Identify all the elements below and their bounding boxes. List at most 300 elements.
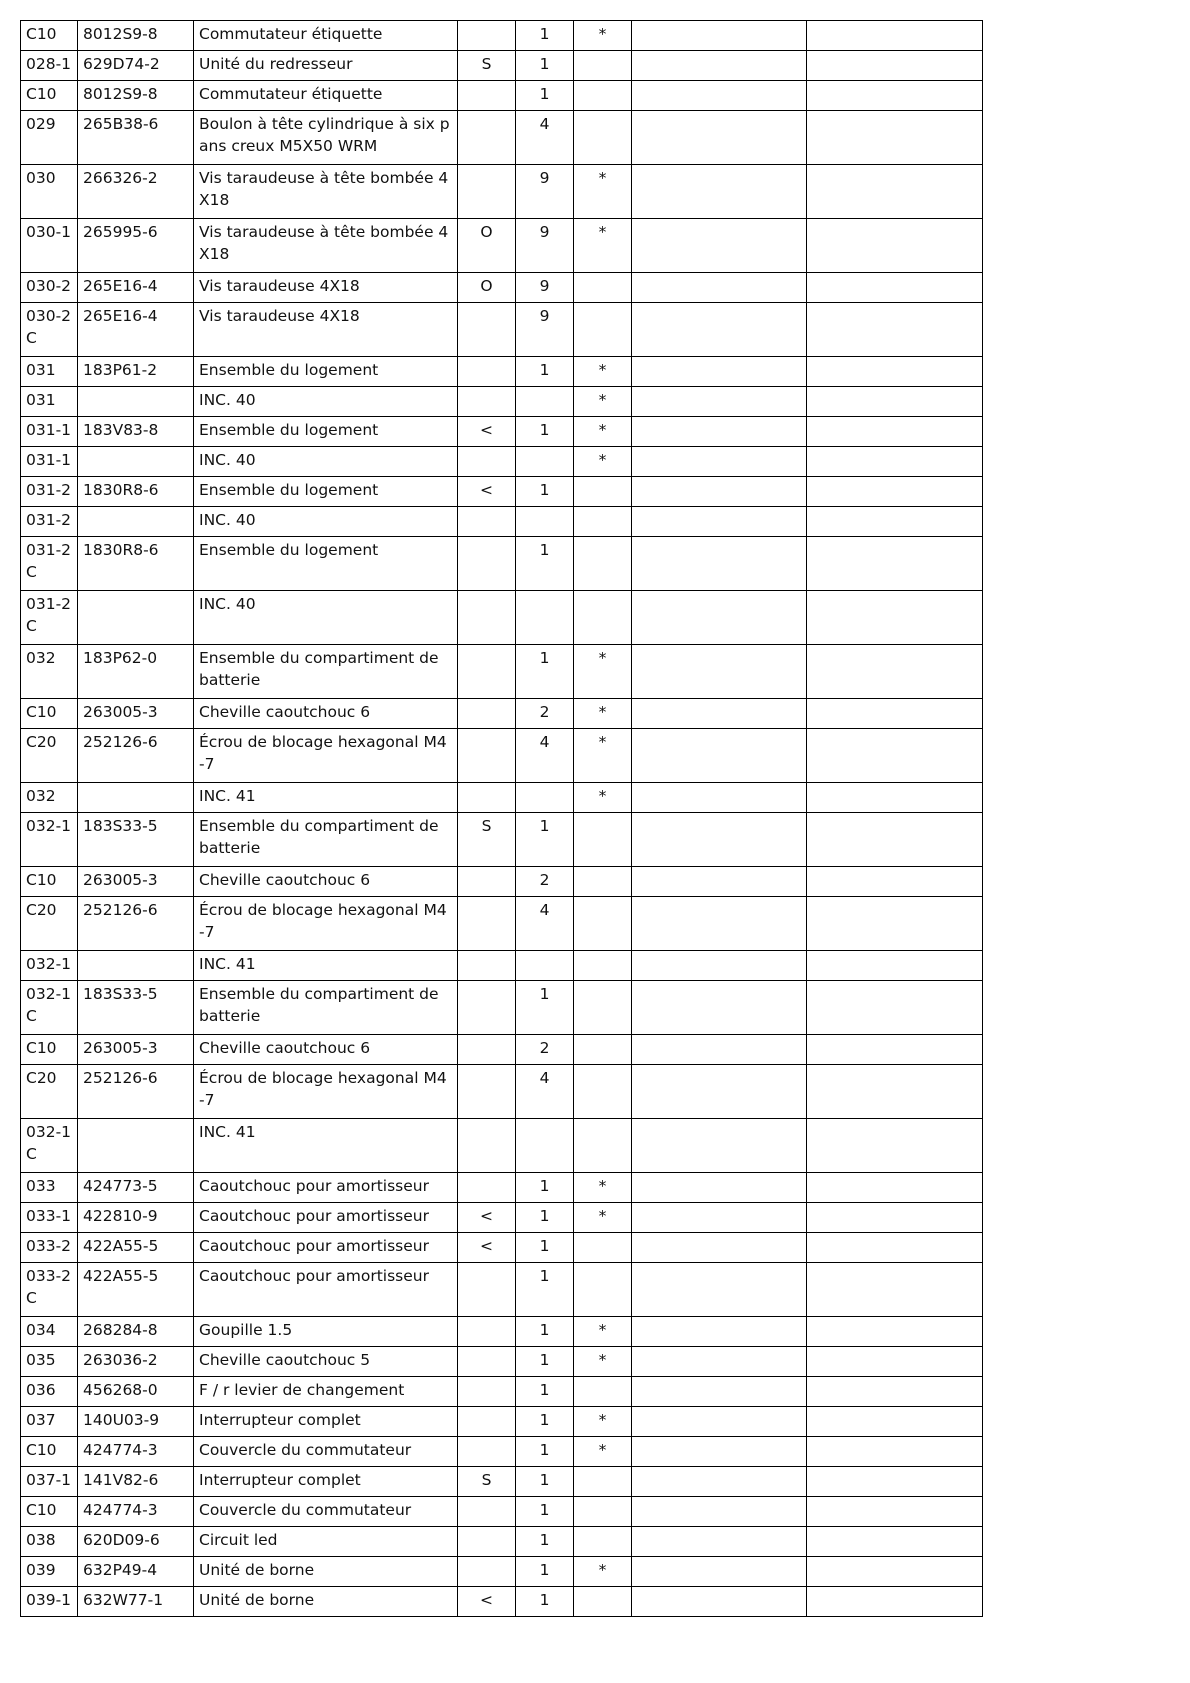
description-cell: Ensemble du logement: [194, 417, 458, 447]
ref-cell: C10: [21, 867, 78, 897]
code-cell: [458, 1263, 516, 1317]
empty-cell: [807, 303, 983, 357]
empty-cell: [632, 477, 807, 507]
ref-cell: 032-1: [21, 951, 78, 981]
table-row: [21, 1263, 983, 1317]
empty-cell: [632, 1233, 807, 1263]
description-cell: F / r levier de changement: [194, 1377, 458, 1407]
part-number-cell: 141V82-6: [78, 1467, 194, 1497]
empty-cell: [807, 1173, 983, 1203]
part-number-cell: 263005-3: [78, 1035, 194, 1065]
empty-cell: [632, 537, 807, 591]
ref-cell: 031: [21, 357, 78, 387]
note-cell: *: [574, 447, 632, 477]
part-number-cell: 265E16-4: [78, 273, 194, 303]
quantity-cell: 1: [516, 357, 574, 387]
description-cell: Ensemble du compartiment de batterie: [194, 813, 458, 867]
empty-cell: [632, 447, 807, 477]
description-cell: Écrou de blocage hexagonal M4-7: [194, 729, 458, 783]
code-cell: [458, 111, 516, 165]
code-cell: <: [458, 1587, 516, 1617]
note-cell: [574, 867, 632, 897]
note-cell: *: [574, 1437, 632, 1467]
quantity-cell: [516, 387, 574, 417]
empty-cell: [632, 1035, 807, 1065]
empty-cell: [632, 783, 807, 813]
description-cell: INC. 41: [194, 1119, 458, 1173]
description-cell: Boulon à tête cylindrique à six pans creux M5X50 WRM: [194, 111, 458, 165]
part-number-cell: 8012S9-8: [78, 81, 194, 111]
table-row: [21, 1377, 983, 1407]
description-cell: INC. 40: [194, 591, 458, 645]
quantity-cell: 4: [516, 111, 574, 165]
code-cell: [458, 981, 516, 1035]
table-row: [21, 1317, 983, 1347]
ref-cell: C20: [21, 897, 78, 951]
note-cell: *: [574, 219, 632, 273]
code-cell: [458, 645, 516, 699]
description-cell: INC. 40: [194, 447, 458, 477]
quantity-cell: 1: [516, 1263, 574, 1317]
quantity-cell: 1: [516, 1347, 574, 1377]
part-number-cell: [78, 507, 194, 537]
part-number-cell: [78, 1119, 194, 1173]
ref-cell: C10: [21, 1497, 78, 1527]
quantity-cell: 1: [516, 1233, 574, 1263]
table-row: [21, 591, 983, 645]
description-cell: Vis taraudeuse 4X18: [194, 273, 458, 303]
ref-cell: 032: [21, 783, 78, 813]
note-cell: *: [574, 645, 632, 699]
code-cell: [458, 357, 516, 387]
note-cell: [574, 507, 632, 537]
quantity-cell: 2: [516, 699, 574, 729]
part-number-cell: 620D09-6: [78, 1527, 194, 1557]
description-cell: Écrou de blocage hexagonal M4-7: [194, 897, 458, 951]
code-cell: [458, 729, 516, 783]
description-cell: Caoutchouc pour amortisseur: [194, 1203, 458, 1233]
empty-cell: [632, 1203, 807, 1233]
ref-cell: 031: [21, 387, 78, 417]
empty-cell: [632, 1527, 807, 1557]
table-row: [21, 447, 983, 477]
table-row: [21, 813, 983, 867]
empty-cell: [632, 303, 807, 357]
description-cell: Vis taraudeuse à tête bombée 4X18: [194, 165, 458, 219]
empty-cell: [807, 1203, 983, 1233]
table-row: [21, 1065, 983, 1119]
description-cell: Ensemble du compartiment de batterie: [194, 981, 458, 1035]
note-cell: *: [574, 783, 632, 813]
empty-cell: [632, 81, 807, 111]
code-cell: [458, 1437, 516, 1467]
empty-cell: [807, 1527, 983, 1557]
quantity-cell: 1: [516, 981, 574, 1035]
description-cell: Interrupteur complet: [194, 1407, 458, 1437]
code-cell: O: [458, 219, 516, 273]
code-cell: <: [458, 417, 516, 447]
ref-cell: 031-2: [21, 477, 78, 507]
table-row: [21, 537, 983, 591]
quantity-cell: 1: [516, 1527, 574, 1557]
note-cell: [574, 591, 632, 645]
empty-cell: [807, 1065, 983, 1119]
empty-cell: [632, 1557, 807, 1587]
part-number-cell: 183V83-8: [78, 417, 194, 447]
description-cell: INC. 41: [194, 783, 458, 813]
code-cell: [458, 387, 516, 417]
note-cell: *: [574, 21, 632, 51]
ref-cell: C10: [21, 1437, 78, 1467]
part-number-cell: 252126-6: [78, 729, 194, 783]
table-row: [21, 111, 983, 165]
code-cell: [458, 1347, 516, 1377]
empty-cell: [632, 1065, 807, 1119]
description-cell: Unité du redresseur: [194, 51, 458, 81]
ref-cell: 034: [21, 1317, 78, 1347]
table-row: [21, 1587, 983, 1617]
quantity-cell: 1: [516, 1497, 574, 1527]
table-row: [21, 273, 983, 303]
ref-cell: 032-1C: [21, 1119, 78, 1173]
description-cell: Cheville caoutchouc 6: [194, 699, 458, 729]
note-cell: *: [574, 1317, 632, 1347]
part-number-cell: [78, 951, 194, 981]
empty-cell: [632, 1173, 807, 1203]
table-row: [21, 477, 983, 507]
code-cell: [458, 1119, 516, 1173]
note-cell: [574, 537, 632, 591]
note-cell: [574, 111, 632, 165]
part-number-cell: 424773-5: [78, 1173, 194, 1203]
code-cell: [458, 699, 516, 729]
part-number-cell: [78, 387, 194, 417]
ref-cell: 035: [21, 1347, 78, 1377]
part-number-cell: 456268-0: [78, 1377, 194, 1407]
quantity-cell: 2: [516, 1035, 574, 1065]
parts-table: [20, 20, 983, 1617]
ref-cell: C10: [21, 1035, 78, 1065]
table-row: [21, 1035, 983, 1065]
note-cell: [574, 1065, 632, 1119]
empty-cell: [807, 813, 983, 867]
ref-cell: C10: [21, 81, 78, 111]
part-number-cell: 265B38-6: [78, 111, 194, 165]
table-row: [21, 1467, 983, 1497]
quantity-cell: 1: [516, 477, 574, 507]
ref-cell: 037-1: [21, 1467, 78, 1497]
note-cell: [574, 1233, 632, 1263]
note-cell: [574, 1497, 632, 1527]
empty-cell: [807, 645, 983, 699]
quantity-cell: 1: [516, 1587, 574, 1617]
part-number-cell: 632P49-4: [78, 1557, 194, 1587]
quantity-cell: 1: [516, 417, 574, 447]
ref-cell: 033: [21, 1173, 78, 1203]
quantity-cell: 4: [516, 1065, 574, 1119]
description-cell: Cheville caoutchouc 6: [194, 1035, 458, 1065]
part-number-cell: 1830R8-6: [78, 537, 194, 591]
code-cell: [458, 591, 516, 645]
empty-cell: [632, 111, 807, 165]
code-cell: [458, 507, 516, 537]
empty-cell: [632, 507, 807, 537]
note-cell: *: [574, 729, 632, 783]
code-cell: [458, 537, 516, 591]
table-row: [21, 1203, 983, 1233]
empty-cell: [807, 1587, 983, 1617]
empty-cell: [632, 897, 807, 951]
quantity-cell: 4: [516, 729, 574, 783]
code-cell: [458, 1173, 516, 1203]
table-row: [21, 645, 983, 699]
ref-cell: 031-2C: [21, 591, 78, 645]
part-number-cell: 424774-3: [78, 1437, 194, 1467]
description-cell: Ensemble du logement: [194, 537, 458, 591]
code-cell: [458, 867, 516, 897]
empty-cell: [632, 981, 807, 1035]
empty-cell: [632, 699, 807, 729]
note-cell: *: [574, 417, 632, 447]
table-row: [21, 165, 983, 219]
empty-cell: [807, 699, 983, 729]
note-cell: [574, 1527, 632, 1557]
empty-cell: [807, 507, 983, 537]
part-number-cell: [78, 783, 194, 813]
quantity-cell: 1: [516, 645, 574, 699]
description-cell: Commutateur étiquette: [194, 21, 458, 51]
empty-cell: [807, 897, 983, 951]
ref-cell: 032-1: [21, 813, 78, 867]
empty-cell: [632, 51, 807, 81]
description-cell: Interrupteur complet: [194, 1467, 458, 1497]
code-cell: <: [458, 477, 516, 507]
quantity-cell: 1: [516, 1557, 574, 1587]
quantity-cell: 2: [516, 867, 574, 897]
part-number-cell: 263005-3: [78, 699, 194, 729]
part-number-cell: 268284-8: [78, 1317, 194, 1347]
empty-cell: [632, 1497, 807, 1527]
empty-cell: [632, 1467, 807, 1497]
part-number-cell: 629D74-2: [78, 51, 194, 81]
quantity-cell: 9: [516, 273, 574, 303]
note-cell: *: [574, 357, 632, 387]
empty-cell: [807, 867, 983, 897]
note-cell: [574, 303, 632, 357]
note-cell: [574, 81, 632, 111]
note-cell: [574, 1467, 632, 1497]
table-row: [21, 1437, 983, 1467]
description-cell: Ensemble du logement: [194, 357, 458, 387]
empty-cell: [807, 273, 983, 303]
empty-cell: [632, 165, 807, 219]
ref-cell: 031-2: [21, 507, 78, 537]
ref-cell: 033-2C: [21, 1263, 78, 1317]
empty-cell: [807, 417, 983, 447]
quantity-cell: 1: [516, 1317, 574, 1347]
part-number-cell: 424774-3: [78, 1497, 194, 1527]
quantity-cell: 9: [516, 303, 574, 357]
empty-cell: [807, 1119, 983, 1173]
part-number-cell: 632W77-1: [78, 1587, 194, 1617]
table-row: [21, 51, 983, 81]
empty-cell: [807, 1467, 983, 1497]
ref-cell: 038: [21, 1527, 78, 1557]
code-cell: [458, 303, 516, 357]
empty-cell: [632, 1437, 807, 1467]
quantity-cell: 1: [516, 1173, 574, 1203]
part-number-cell: 422A55-5: [78, 1263, 194, 1317]
code-cell: [458, 1407, 516, 1437]
note-cell: [574, 51, 632, 81]
table-row: [21, 897, 983, 951]
code-cell: [458, 1557, 516, 1587]
description-cell: Vis taraudeuse à tête bombée 4X18: [194, 219, 458, 273]
description-cell: INC. 40: [194, 507, 458, 537]
quantity-cell: 1: [516, 537, 574, 591]
quantity-cell: 1: [516, 813, 574, 867]
empty-cell: [807, 1317, 983, 1347]
code-cell: [458, 1497, 516, 1527]
table-row: [21, 729, 983, 783]
empty-cell: [807, 1437, 983, 1467]
quantity-cell: 1: [516, 81, 574, 111]
note-cell: *: [574, 1557, 632, 1587]
note-cell: *: [574, 1347, 632, 1377]
description-cell: Ensemble du logement: [194, 477, 458, 507]
quantity-cell: 1: [516, 51, 574, 81]
empty-cell: [632, 729, 807, 783]
ref-cell: 031-1: [21, 447, 78, 477]
table-row: [21, 1407, 983, 1437]
ref-cell: 033-2: [21, 1233, 78, 1263]
description-cell: Couvercle du commutateur: [194, 1437, 458, 1467]
note-cell: *: [574, 699, 632, 729]
ref-cell: 028-1: [21, 51, 78, 81]
note-cell: *: [574, 165, 632, 219]
description-cell: Écrou de blocage hexagonal M4-7: [194, 1065, 458, 1119]
empty-cell: [632, 21, 807, 51]
part-number-cell: 183P62-0: [78, 645, 194, 699]
empty-cell: [807, 1377, 983, 1407]
empty-cell: [807, 111, 983, 165]
empty-cell: [807, 1407, 983, 1437]
code-cell: <: [458, 1233, 516, 1263]
note-cell: [574, 477, 632, 507]
code-cell: S: [458, 51, 516, 81]
part-number-cell: 265E16-4: [78, 303, 194, 357]
description-cell: Ensemble du compartiment de batterie: [194, 645, 458, 699]
description-cell: Caoutchouc pour amortisseur: [194, 1173, 458, 1203]
table-row: [21, 1557, 983, 1587]
empty-cell: [632, 357, 807, 387]
ref-cell: C20: [21, 729, 78, 783]
empty-cell: [632, 417, 807, 447]
description-cell: Cheville caoutchouc 5: [194, 1347, 458, 1377]
part-number-cell: [78, 447, 194, 477]
note-cell: [574, 981, 632, 1035]
table-row: [21, 867, 983, 897]
ref-cell: 031-2C: [21, 537, 78, 591]
code-cell: [458, 951, 516, 981]
description-cell: Cheville caoutchouc 6: [194, 867, 458, 897]
table-row: [21, 387, 983, 417]
table-row: [21, 1233, 983, 1263]
empty-cell: [807, 1557, 983, 1587]
part-number-cell: 263036-2: [78, 1347, 194, 1377]
parts-table-body: [21, 21, 983, 1617]
note-cell: *: [574, 1173, 632, 1203]
description-cell: Commutateur étiquette: [194, 81, 458, 111]
code-cell: S: [458, 1467, 516, 1497]
code-cell: [458, 1317, 516, 1347]
empty-cell: [807, 81, 983, 111]
table-row: [21, 357, 983, 387]
quantity-cell: [516, 507, 574, 537]
empty-cell: [807, 165, 983, 219]
code-cell: [458, 1035, 516, 1065]
empty-cell: [807, 951, 983, 981]
empty-cell: [807, 537, 983, 591]
note-cell: [574, 813, 632, 867]
code-cell: [458, 783, 516, 813]
part-number-cell: 183S33-5: [78, 813, 194, 867]
note-cell: [574, 1035, 632, 1065]
ref-cell: 030-1: [21, 219, 78, 273]
empty-cell: [807, 387, 983, 417]
empty-cell: [807, 1347, 983, 1377]
description-cell: Goupille 1.5: [194, 1317, 458, 1347]
part-number-cell: 1830R8-6: [78, 477, 194, 507]
empty-cell: [632, 1407, 807, 1437]
ref-cell: C20: [21, 1065, 78, 1119]
quantity-cell: 1: [516, 1467, 574, 1497]
code-cell: [458, 81, 516, 111]
note-cell: [574, 1377, 632, 1407]
empty-cell: [807, 981, 983, 1035]
table-row: [21, 303, 983, 357]
code-cell: [458, 165, 516, 219]
ref-cell: 029: [21, 111, 78, 165]
part-number-cell: 422A55-5: [78, 1233, 194, 1263]
table-row: [21, 1347, 983, 1377]
empty-cell: [632, 591, 807, 645]
empty-cell: [632, 1377, 807, 1407]
ref-cell: 031-1: [21, 417, 78, 447]
empty-cell: [632, 387, 807, 417]
quantity-cell: 1: [516, 1407, 574, 1437]
description-cell: Caoutchouc pour amortisseur: [194, 1233, 458, 1263]
part-number-cell: 183P61-2: [78, 357, 194, 387]
table-row: [21, 1527, 983, 1557]
table-row: [21, 783, 983, 813]
ref-cell: 037: [21, 1407, 78, 1437]
quantity-cell: [516, 1119, 574, 1173]
ref-cell: 036: [21, 1377, 78, 1407]
empty-cell: [807, 729, 983, 783]
quantity-cell: [516, 591, 574, 645]
description-cell: Caoutchouc pour amortisseur: [194, 1263, 458, 1317]
description-cell: INC. 41: [194, 951, 458, 981]
empty-cell: [632, 1317, 807, 1347]
empty-cell: [632, 951, 807, 981]
table-row: [21, 1119, 983, 1173]
ref-cell: 030-2: [21, 273, 78, 303]
empty-cell: [632, 1119, 807, 1173]
note-cell: *: [574, 1407, 632, 1437]
note-cell: *: [574, 1203, 632, 1233]
empty-cell: [632, 1263, 807, 1317]
